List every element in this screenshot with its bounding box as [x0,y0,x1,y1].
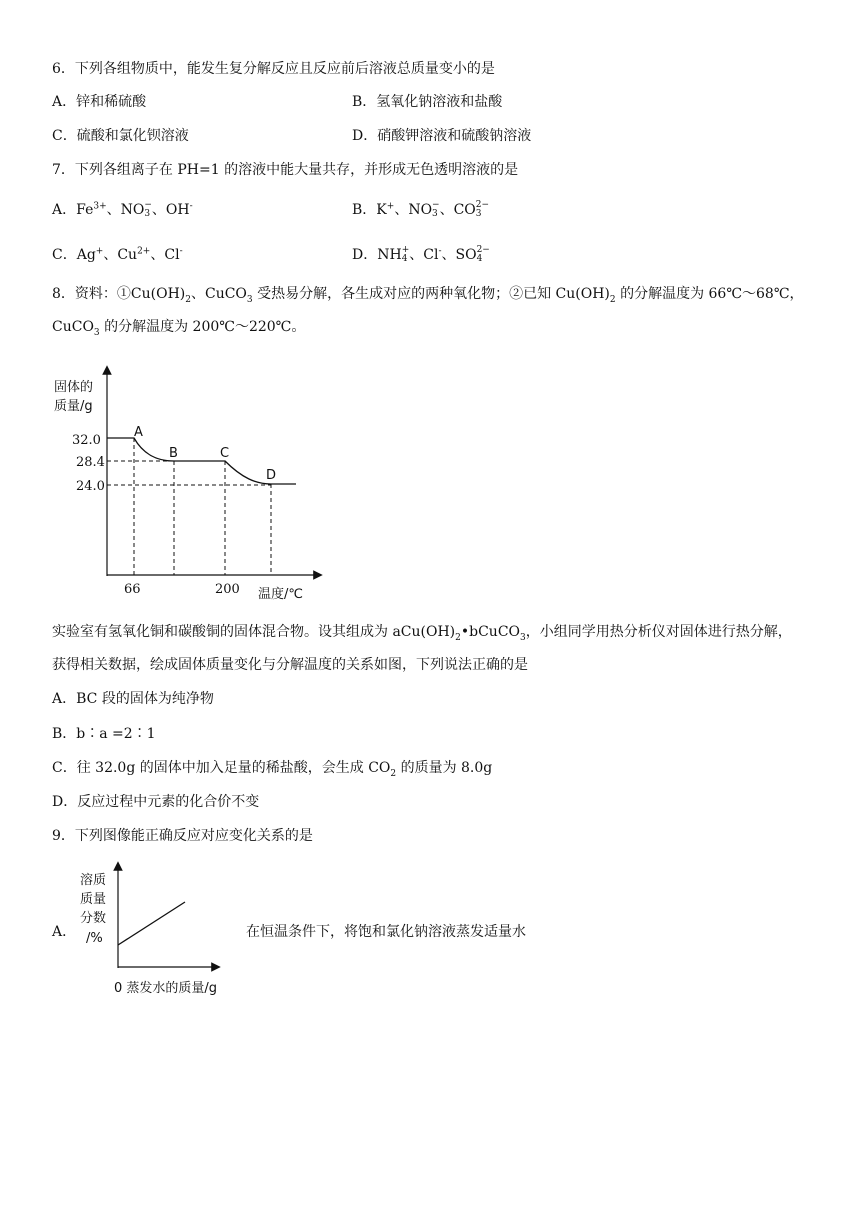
q7-option-a: A．$Fe^{3+}$、NO − 3 、OH- [52,200,193,219]
q7-stem: 7．下列各组离子在 PH=1 的溶液中能大量共存，并形成无色透明溶液的是 [52,162,519,178]
q6-option-d: D．硝酸钾溶液和硫酸钠溶液 [352,128,532,144]
y-axis-label-line2: 质量 [80,892,107,907]
q8-option-c: C．往 32.0g 的固体中加入足量的稀盐酸，会生成 $CO_2$ 的质量为 8.0g [52,760,493,779]
point-label-b: B [169,446,178,461]
q7-option-d: D．NH + 4 、Cl-、SO 2− 4 [352,245,490,264]
q8-mass-temperature-chart [50,360,330,610]
q9-stem: 9．下列图像能正确反应对应变化关系的是 [52,828,313,844]
x-axis-label: 温度/℃ [258,587,303,602]
y-axis-label-line2: 质量/g [54,399,93,414]
q8-info-line2: CuCO$_3$ 的分解温度为 200℃～220℃。 [52,319,306,338]
series-line [118,902,185,945]
q6-option-c: C．硫酸和氯化钡溶液 [52,128,189,144]
y-axis-label-line3: 分数 [80,911,107,926]
y-axis-label-line1: 固体的 [54,380,94,395]
q8-option-d: D．反应过程中元素的化合价不变 [52,794,260,810]
point-label-c: C [220,446,230,461]
y-tick-28-4: 28.4 [76,455,105,470]
q9-option-a-text: 在恒温条件下，将饱和氯化钠溶液蒸发适量水 [246,924,526,940]
q9-option-a-label: A． [52,924,77,940]
x-axis-label: 0 蒸发水的质量/g [114,981,218,996]
point-label-a: A [134,425,143,440]
y-axis-label-line4: /% [86,931,103,946]
q7-option-c: C．Ag+、$Cu^{2+}$、Cl- [52,246,183,263]
x-tick-200: 200 [215,582,240,597]
q8-desc-line1: 实验室有氢氧化铜和碳酸铜的固体混合物。设其组成为 $aCu(OH)_2•bCuCO_3$，小组同学用热分析仪对固体进行热分解， [52,624,792,643]
q8-option-b: B．b∶a =2∶1 [52,726,156,742]
q6-option-a: A．锌和稀硫酸 [52,94,147,110]
y-tick-32: 32.0 [72,433,101,448]
y-tick-24: 24.0 [76,479,105,494]
q8-option-a: A．BC 段的固体为纯净物 [52,691,214,707]
q6-stem: 6．下列各组物质中，能发生复分解反应且反应前后溶液总质量变小的是 [52,61,495,77]
q6-option-b: B．氢氧化钠溶液和盐酸 [352,94,503,110]
q8-info-line1: 8．资料：$①Cu(OH)_2$、CuCO$_3$ 受热易分解，各生成对应的两种氧化物；②已知 $Cu(OH)_2$ 的分解温度为 66℃～68℃， [52,286,804,305]
q7-option-b: B．K+、NO − 3 、CO 2− 3 [352,200,490,219]
q9-option-a-chart [74,860,254,1000]
y-axis-label-line1: 溶质 [80,873,107,888]
q8-desc-line2: 获得相关数据，绘成固体质量变化与分解温度的关系如图，下列说法正确的是 [52,657,528,673]
x-tick-66: 66 [124,582,141,597]
point-label-d: D [266,468,277,483]
